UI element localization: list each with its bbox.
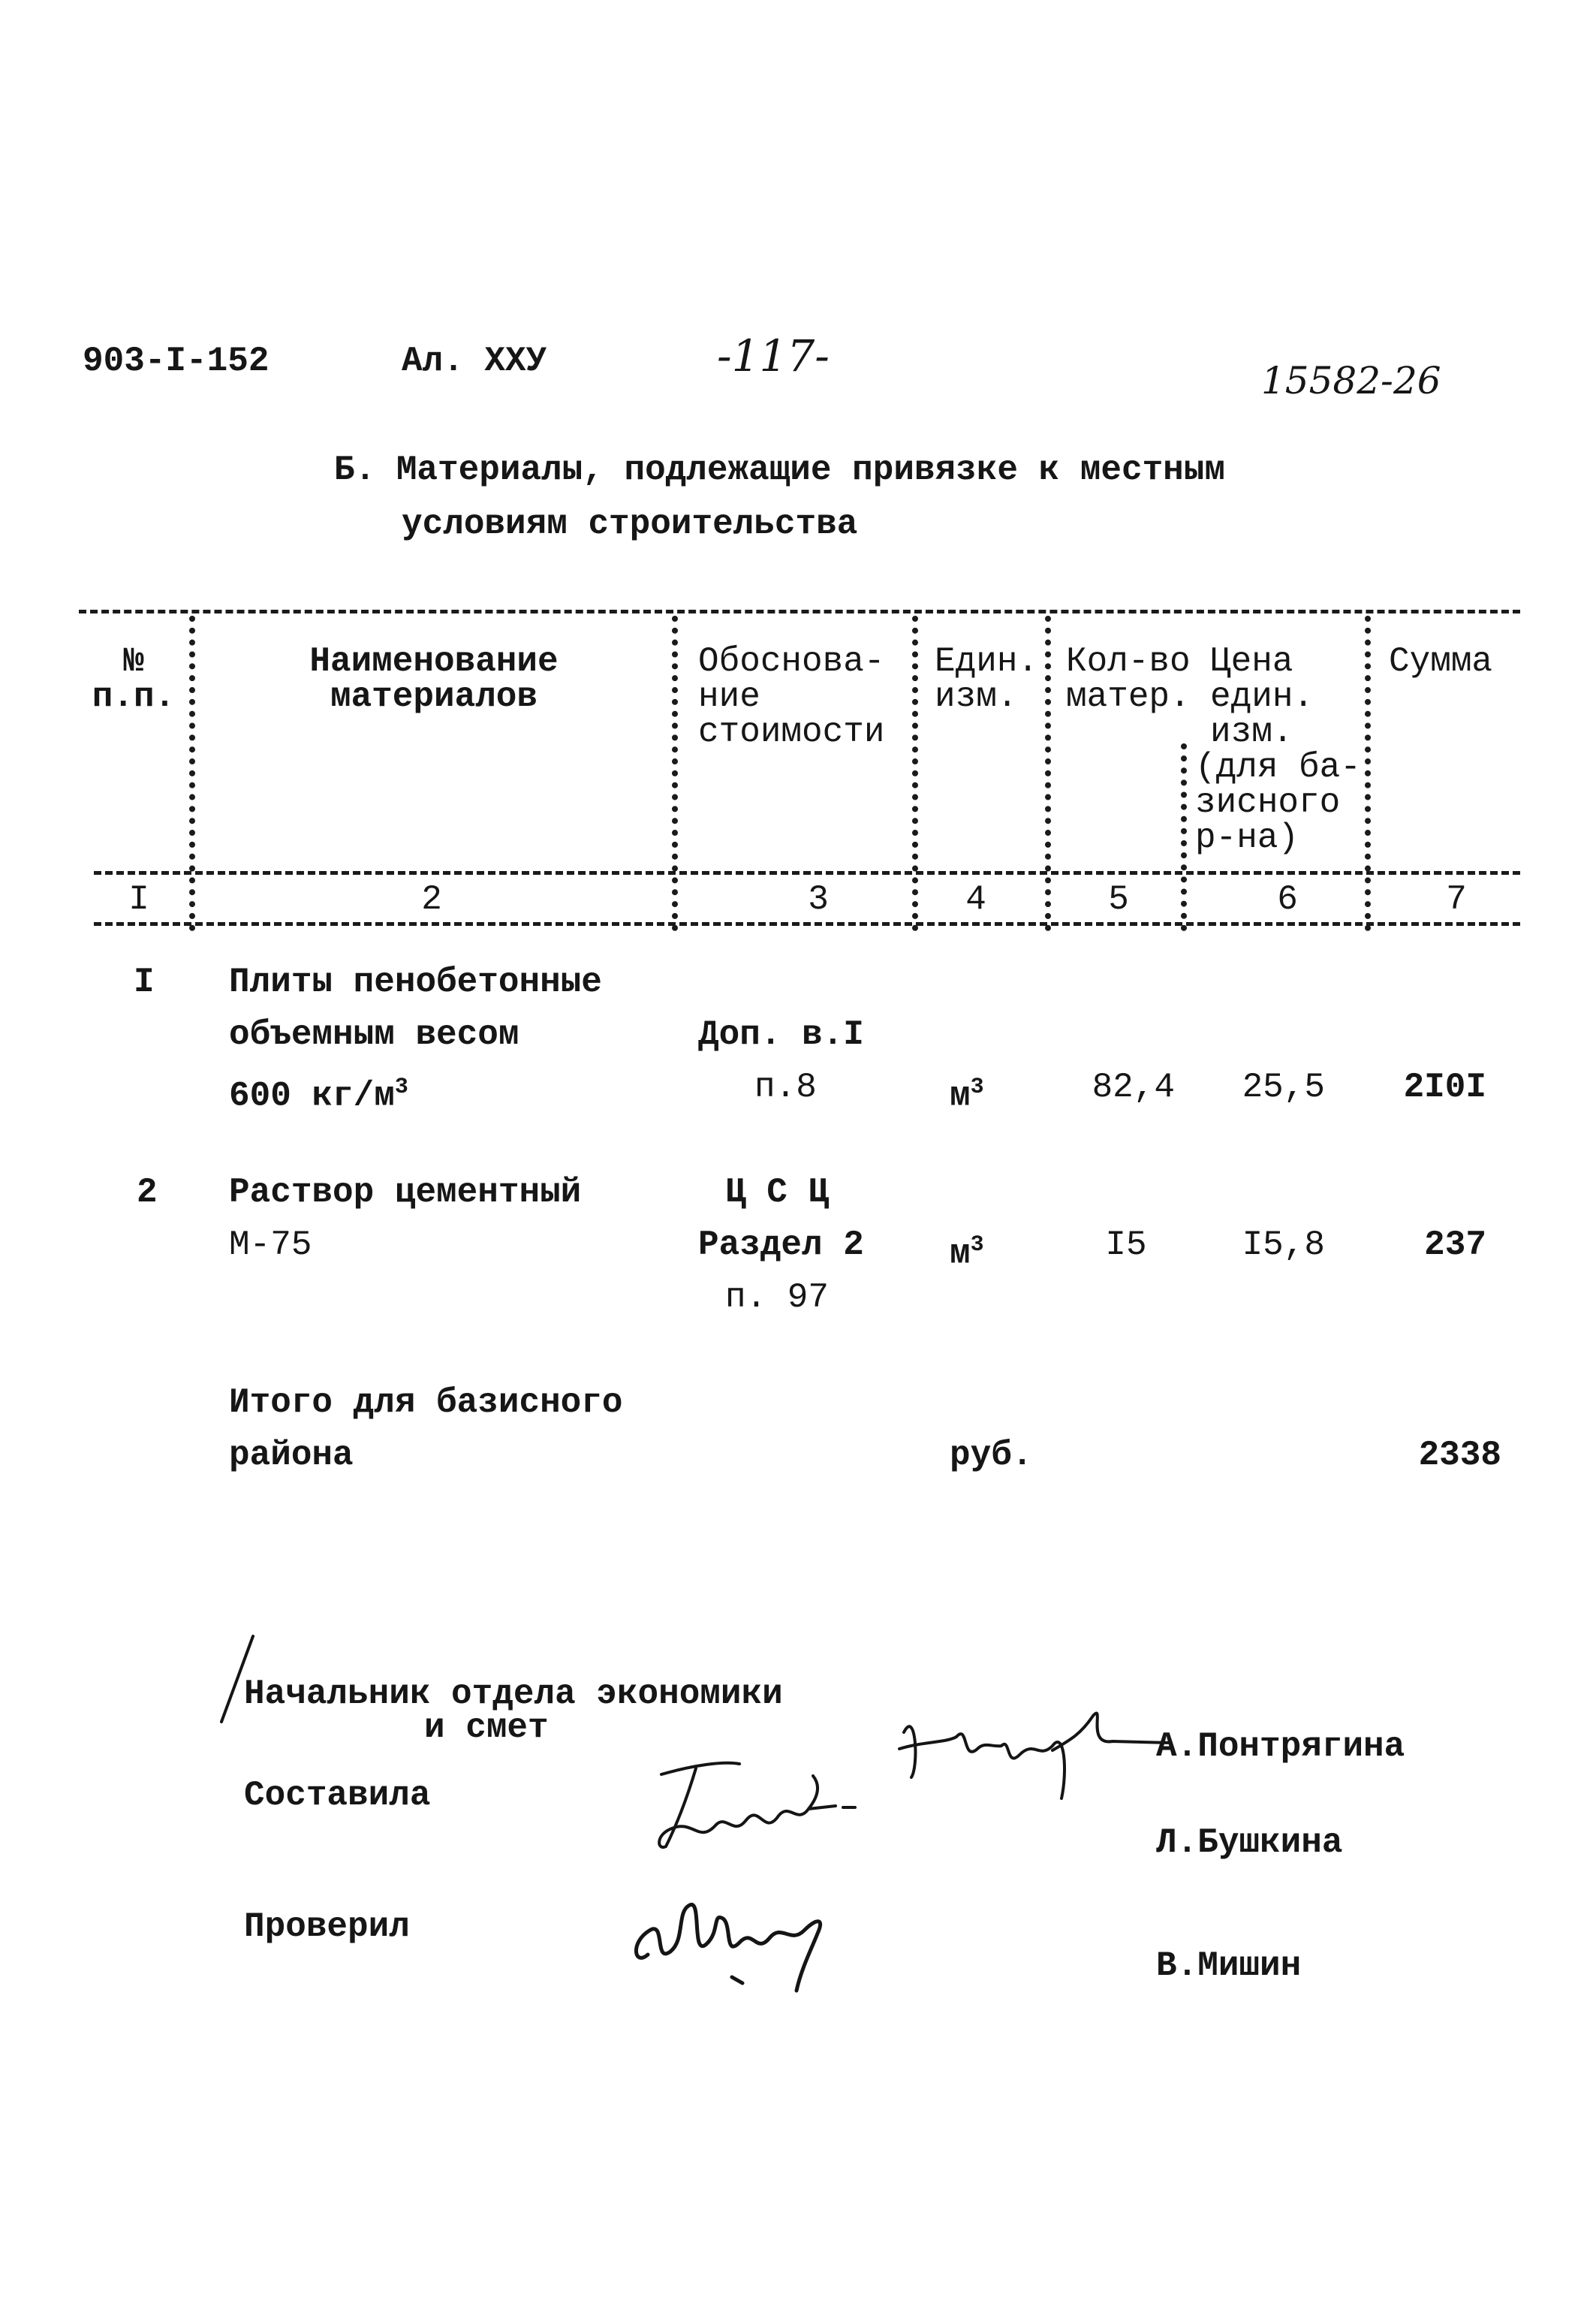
row2-name-line2: М-75 bbox=[229, 1225, 312, 1265]
header-material-name-1: Наименование bbox=[309, 642, 559, 681]
column-number-5: 5 bbox=[1108, 880, 1129, 919]
checked-label: Проверил bbox=[244, 1907, 410, 1946]
column-number-1: I bbox=[128, 880, 149, 919]
column-number-6: 6 bbox=[1277, 880, 1298, 919]
row1-name-line3: 600 $кг/м^3$ bbox=[229, 1075, 408, 1116]
column-separator-2 bbox=[672, 616, 678, 931]
head-name: А.Понтрягина bbox=[1156, 1727, 1405, 1766]
row2-basis-line1: Ц С Ц bbox=[724, 1173, 830, 1212]
row2-price: I5,8 bbox=[1242, 1225, 1325, 1265]
header-basis-2: ние bbox=[698, 677, 760, 716]
row2-name-line1: Раствор цементный bbox=[229, 1173, 582, 1212]
head-signature bbox=[893, 1693, 1179, 1806]
compiled-name: Л.Бушкина bbox=[1156, 1823, 1343, 1862]
header-price-4: (для ба- bbox=[1195, 748, 1361, 787]
row1-name-line2: объемным весом bbox=[229, 1015, 519, 1054]
compiled-signature bbox=[649, 1753, 875, 1858]
header-quantity-2: матер. bbox=[1066, 677, 1191, 716]
column-separator-5 bbox=[1181, 743, 1187, 931]
row1-number: I bbox=[134, 963, 155, 1002]
row2-number: 2 bbox=[137, 1173, 158, 1212]
header-unit-2: изм. bbox=[935, 677, 1018, 716]
row1-unit: $м^3$ bbox=[950, 1075, 984, 1116]
head-title-line1: Начальник отдела экономики bbox=[244, 1674, 783, 1714]
header-price-1: Цена bbox=[1210, 642, 1293, 681]
header-basis-3: стоимости bbox=[698, 713, 885, 752]
head-title-line2: и смет bbox=[424, 1708, 549, 1747]
column-number-7: 7 bbox=[1446, 880, 1467, 919]
column-separator-1 bbox=[189, 616, 195, 931]
column-number-2: 2 bbox=[421, 880, 442, 919]
row1-quantity: 82,4 bbox=[1092, 1068, 1175, 1107]
total-label-line2: района bbox=[229, 1436, 354, 1475]
total-sum: 2338 bbox=[1418, 1436, 1501, 1475]
header-material-name-2: материалов bbox=[330, 677, 538, 716]
column-separator-4 bbox=[1045, 616, 1051, 931]
header-number-sign: № bbox=[123, 642, 144, 681]
total-label-line1: Итого для базисного bbox=[229, 1383, 623, 1422]
header-quantity-1: Кол-во bbox=[1066, 642, 1191, 681]
table-top-rule bbox=[79, 610, 1520, 613]
header-basis-1: Обоснова- bbox=[698, 642, 885, 681]
table-header-rule bbox=[94, 871, 1520, 875]
row2-quantity: I5 bbox=[1105, 1225, 1147, 1265]
row1-basis-line2: п.8 bbox=[754, 1068, 817, 1107]
column-separator-6 bbox=[1365, 616, 1371, 931]
checked-name: В.Мишин bbox=[1156, 1946, 1302, 1985]
header-item-number: п.п. bbox=[92, 677, 176, 716]
album-number: Ал. ХХУ bbox=[402, 342, 547, 381]
column-number-3: 3 bbox=[808, 880, 829, 919]
archive-number: 15582-26 bbox=[1261, 359, 1441, 402]
row1-sum: 2I0I bbox=[1403, 1068, 1486, 1107]
row2-sum: 237 bbox=[1424, 1225, 1486, 1265]
row1-price: 25,5 bbox=[1242, 1068, 1325, 1107]
header-price-6: р-на) bbox=[1195, 818, 1299, 858]
total-unit: руб. bbox=[950, 1436, 1033, 1475]
header-unit-1: Един. bbox=[935, 642, 1039, 681]
section-title-line1: Б. Материалы, подлежащие привязке к местным bbox=[334, 451, 1225, 490]
column-separator-3 bbox=[912, 616, 918, 931]
row1-name-line1: Плиты пенобетонные bbox=[229, 963, 602, 1002]
column-number-4: 4 bbox=[965, 880, 986, 919]
compiled-label: Составила bbox=[244, 1776, 431, 1815]
checked-signature bbox=[627, 1889, 845, 2001]
page-number: -117- bbox=[717, 330, 830, 381]
row2-basis-line2: Раздел 2 bbox=[698, 1225, 864, 1265]
row2-unit: $м^3$ bbox=[950, 1232, 984, 1274]
header-price-3: изм. bbox=[1210, 713, 1293, 752]
row2-basis-line3: п. 97 bbox=[724, 1278, 830, 1317]
table-numbers-rule bbox=[94, 922, 1520, 926]
document-code: 903-I-152 bbox=[83, 342, 270, 381]
header-price-5: зисного bbox=[1195, 783, 1341, 822]
section-title-line2: условиям строительства bbox=[402, 505, 858, 544]
header-sum: Сумма bbox=[1389, 642, 1493, 681]
header-price-2: един. bbox=[1210, 677, 1314, 716]
row1-basis-line1: Доп. в.I bbox=[698, 1015, 864, 1054]
